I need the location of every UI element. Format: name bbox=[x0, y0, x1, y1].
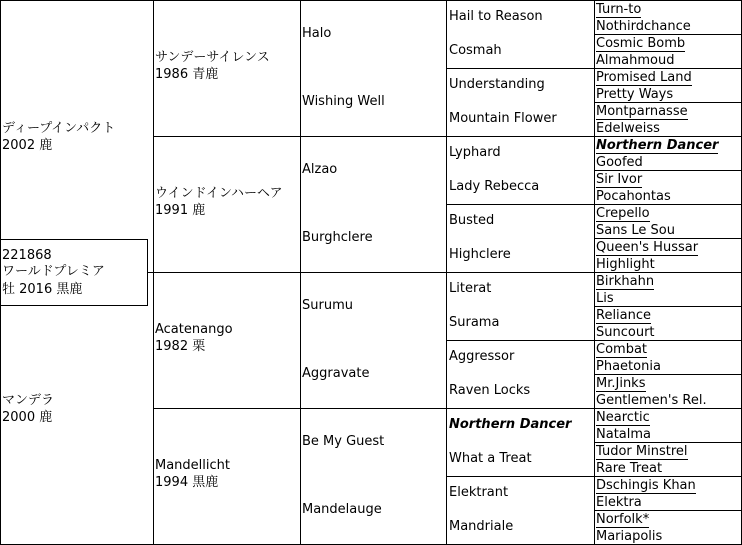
gen5-name: Northern Dancer bbox=[596, 138, 719, 153]
gen5-name: Sir Ivor bbox=[596, 172, 643, 187]
subject-name: ワールドプレミア bbox=[2, 264, 105, 279]
gen2-name: ウインドインハーヘア bbox=[155, 186, 283, 201]
gen5-name: Nearctic bbox=[596, 410, 650, 425]
gen5-name: Birkhahn bbox=[596, 274, 655, 289]
gen4-divider bbox=[446, 68, 594, 69]
gen5-name: Tudor Minstrel bbox=[596, 444, 688, 459]
gen5-name: Edelweiss bbox=[596, 121, 660, 136]
gen5-name: Norfolk* bbox=[596, 512, 650, 527]
gen4-divider bbox=[446, 408, 594, 409]
gen3-name: Mandelauge bbox=[302, 502, 382, 517]
gen3-name: Be My Guest bbox=[302, 434, 385, 449]
gen4-name: Mountain Flower bbox=[449, 111, 557, 126]
dam-info: 2000 鹿 bbox=[2, 410, 53, 425]
gen5-name: Rare Treat bbox=[596, 461, 663, 476]
subject-id: 221868 bbox=[2, 248, 52, 263]
gen5-name: Natalma bbox=[596, 427, 651, 442]
gen3-name: Halo bbox=[302, 26, 332, 41]
gen2-info: 1991 鹿 bbox=[155, 203, 206, 218]
gen3-name: Surumu bbox=[302, 298, 353, 313]
gen5-name: Suncourt bbox=[596, 325, 655, 340]
gen5-name: Almahmoud bbox=[596, 53, 675, 68]
gen4-name: Mandriale bbox=[449, 519, 514, 534]
gen4-name: Lady Rebecca bbox=[449, 179, 540, 194]
gen5-name: Goofed bbox=[596, 155, 643, 170]
gen4-divider bbox=[446, 204, 594, 205]
gen2-divider bbox=[153, 136, 300, 137]
gen2-name: Acatenango bbox=[155, 322, 233, 337]
gen5-name: Crepello bbox=[596, 206, 650, 221]
gen5-name: Dschingis Khan bbox=[596, 478, 696, 493]
gen3-name: Aggravate bbox=[302, 366, 370, 381]
gen5-name: Highlight bbox=[596, 257, 655, 272]
gen5-name: Sans Le Sou bbox=[596, 223, 675, 238]
gen4-name: Raven Locks bbox=[449, 383, 531, 398]
gen2-info: 1994 黒鹿 bbox=[155, 475, 219, 490]
gen4-divider bbox=[446, 340, 594, 341]
gen5-name: Combat bbox=[596, 342, 648, 357]
gen5-name: Reliance bbox=[596, 308, 652, 323]
gen5-name: Mariapolis bbox=[596, 529, 663, 544]
gen3-divider bbox=[300, 272, 446, 273]
gen4-name: Northern Dancer bbox=[449, 417, 572, 432]
gen3-divider bbox=[300, 136, 446, 137]
gen4-name: Elektrant bbox=[449, 485, 509, 500]
gen4-name: Cosmah bbox=[449, 43, 502, 58]
gen5-name: Pocahontas bbox=[596, 189, 671, 204]
gen5-name: Queen's Hussar bbox=[596, 240, 699, 255]
sire-name: ディープインパクト bbox=[2, 121, 116, 136]
gen5-name: Montparnasse bbox=[596, 104, 688, 119]
gen2-name: Mandellicht bbox=[155, 458, 230, 473]
gen4-name: Busted bbox=[449, 213, 495, 228]
gen4-divider bbox=[446, 272, 594, 273]
gen4-divider bbox=[446, 476, 594, 477]
gen4-name: Aggressor bbox=[449, 349, 515, 364]
gen5-name: Gentlemen's Rel. bbox=[596, 393, 707, 408]
gen5-name: Promised Land bbox=[596, 70, 692, 85]
gen3-name: Burghclere bbox=[302, 230, 373, 245]
gen5-name: Phaetonia bbox=[596, 359, 661, 374]
gen4-name: Hail to Reason bbox=[449, 9, 543, 24]
gen4-name: Highclere bbox=[449, 247, 511, 262]
gen5-name: Lis bbox=[596, 291, 614, 306]
subject-info: 牡 2016 黒鹿 bbox=[2, 282, 83, 297]
gen5-name: Nothirdchance bbox=[596, 19, 691, 34]
gen5-name: Cosmic Bomb bbox=[596, 36, 686, 51]
gen2-info: 1982 栗 bbox=[155, 339, 206, 354]
gen4-name: Literat bbox=[449, 281, 492, 296]
gen4-name: What a Treat bbox=[449, 451, 532, 466]
gen4-divider bbox=[446, 136, 594, 137]
gen3-name: Wishing Well bbox=[302, 94, 385, 109]
gen5-name: Mr.Jinks bbox=[596, 376, 646, 391]
sire-info: 2002 鹿 bbox=[2, 138, 53, 153]
gen2-name: サンデーサイレンス bbox=[155, 50, 270, 65]
gen4-name: Surama bbox=[449, 315, 500, 330]
gen5-name: Turn-to bbox=[596, 2, 642, 17]
gen3-name: Alzao bbox=[302, 162, 338, 177]
dam-name: マンデラ bbox=[2, 393, 55, 408]
gen3-divider bbox=[300, 408, 446, 409]
gen4-name: Understanding bbox=[449, 77, 545, 92]
gen4-name: Lyphard bbox=[449, 145, 501, 160]
gen2-divider bbox=[153, 408, 300, 409]
gen5-name: Pretty Ways bbox=[596, 87, 674, 102]
gen2-info: 1986 青鹿 bbox=[155, 67, 219, 82]
gen5-name: Elektra bbox=[596, 495, 642, 510]
gen2-divider bbox=[153, 272, 300, 273]
